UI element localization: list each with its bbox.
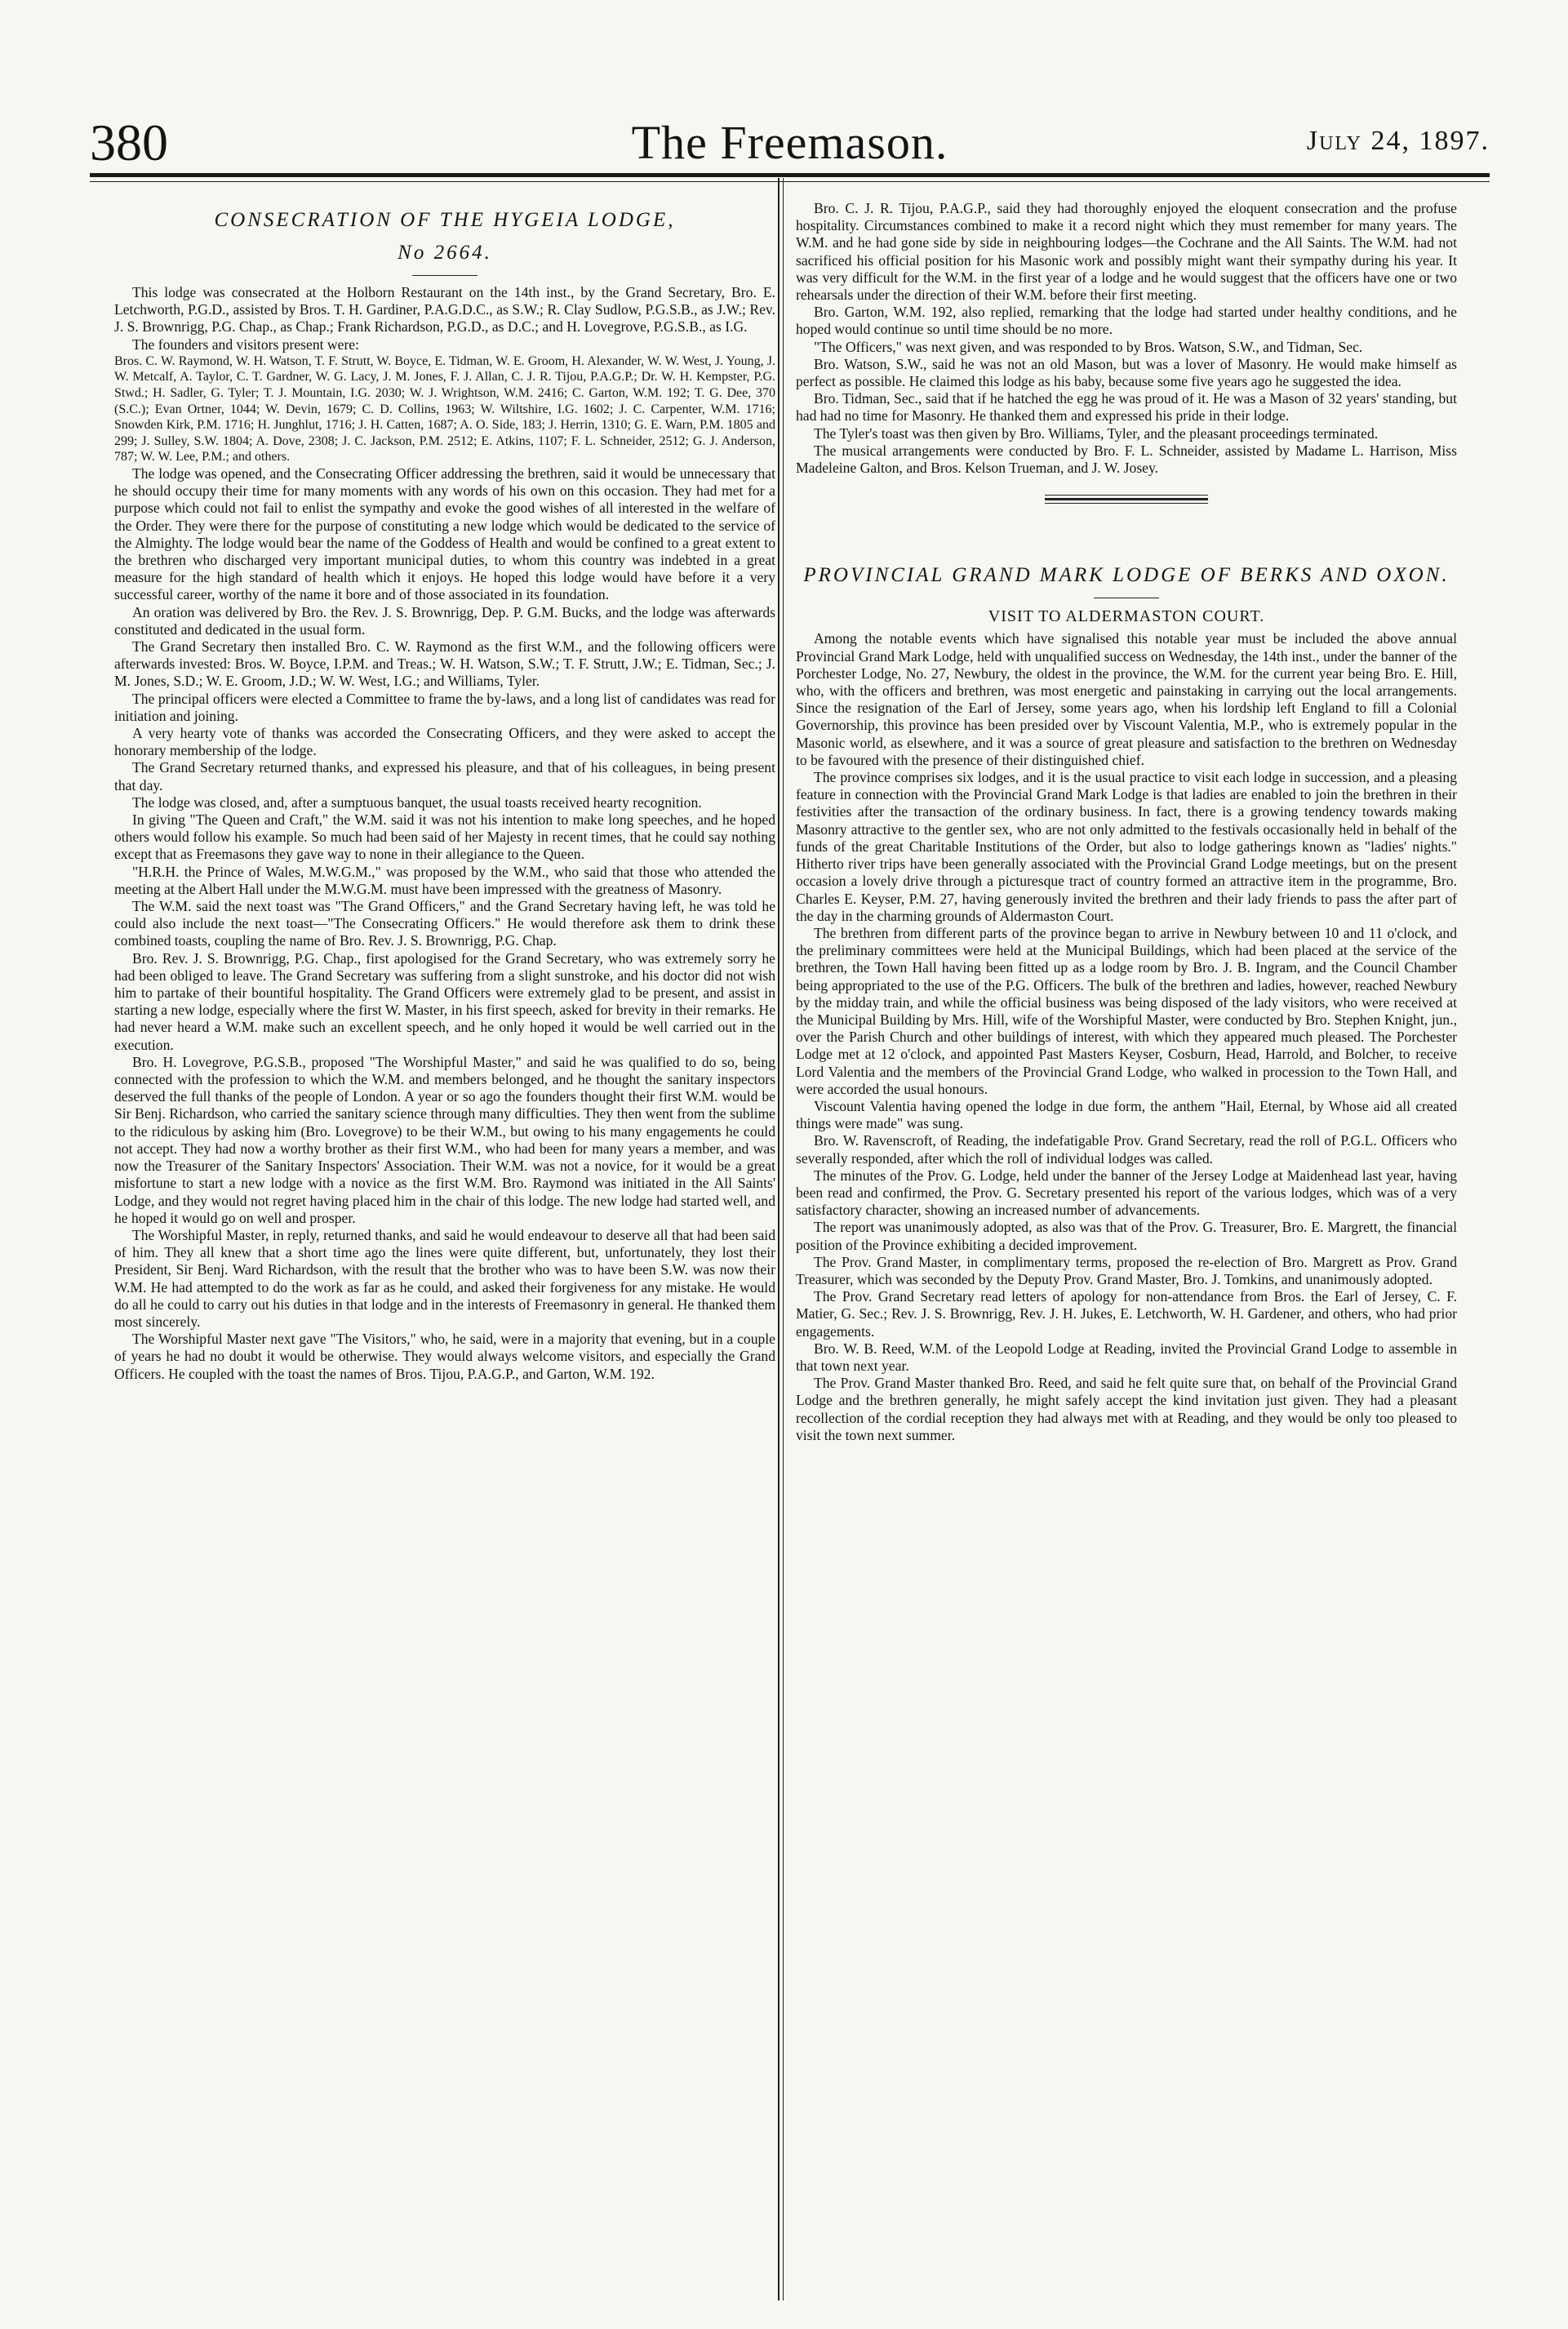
- paragraph: Bro. Rev. J. S. Brownrigg, P.G. Chap., first apologised for the Grand Secretary, who was extremely sorry he had been obliged to leave. The Grand Secretary was suffering from a slight sunstroke, and his doctor did not wish him to partake of their bountiful hospitality. The Grand Officers were extremely glad to be present, and assist in starting a new lodge, especially where the first W. Master, in his first speech, asked for brevity in their remarks. He had never heard a W.M. make such an excellent speech, and he only hoped it would be well carried out in the execution.: [114, 949, 775, 1053]
- paragraph: The minutes of the Prov. G. Lodge, held under the banner of the Jersey Lodge at Maidenhead last year, having been read and confirmed, the Prov. G. Secretary presented his report of the various lodges, which was of a very satisfactory character, showing an increased number of advancements.: [796, 1167, 1457, 1219]
- section-end-rules: [1045, 495, 1208, 504]
- paragraph: The founders and visitors present were:: [132, 336, 359, 353]
- column-divider: [778, 178, 780, 2300]
- paragraph: The report was unanimously adopted, as also was that of the Prov. G. Treasurer, Bro. E. Margrett, the financial position of the Province exhibiting a decided improvement.: [796, 1219, 1457, 1253]
- paragraph: The Prov. Grand Master, in complimentary terms, proposed the re-election of Bro. Margrett as Prov. Grand Treasurer, which was seconded by the Deputy Prov. Grand Master, Bro. J. Tomkins, and unanimously adopted.: [796, 1253, 1457, 1287]
- paragraph: Bro. W. Ravenscroft, of Reading, the indefatigable Prov. Grand Secretary, read the roll of P.G.L. Officers who severally responded, after which the roll of individual lodges was called.: [796, 1132, 1457, 1167]
- paragraph: A very hearty vote of thanks was accorded the Consecrating Officers, and they were asked to accept the honorary membership of the lodge.: [114, 725, 775, 759]
- paragraph: The Prov. Grand Master thanked Bro. Reed, and said he felt quite sure that, on behalf of the Provincial Grand Lodge and the brethren generally, he might safely accept the kind invitation just given. They had a pleasant recollection of the cordial reception they had always met with at Reading, and they would be only too pleased to visit the town next summer.: [796, 1375, 1457, 1443]
- founders-list: Bros. C. W. Raymond, W. H. Watson, T. F. Strutt, W. Boyce, E. Tidman, W. E. Groom, H. Alexander, W. W. West, J. Young, J. W. Metcalf, A. Taylor, C. T. Gardner, W. G. Lacy, J. M. Jones, F. J. Allan, C. J. R. Tijou, P.A.G.P.; Dr. W. H. Kempster, P.G. Stwd.; H. Sadler, G. Tyler; T. J. Mountain, I.G. 2030; W. J. Wrightson, W.M. 2416; C. Garton, W.M. 192; T. G. Dee, 370 (S.C.); Evan Ortner, 1044; W. Devin, 1679; C. D. Collins, 1963; W. Wiltshire, I.G. 1602; J. C. Carpenter, W.M. 1716; Snowden Kirk, P.M. 1716; H. Junghlut, 1716; J. H. Catten, 1687; A. O. Side, 183; J. Herrin, 1310; G. E. Warn, P.M. 1805 and 299; J. Sulley, S.W. 1804; A. Dove, 2308; J. C. Jackson, P.M. 2512; E. Atkins, 1107; F. L. Schneider, 2512; G. J. Anderson, 787; W. W. Lee, P.M.; and others.: [114, 353, 775, 464]
- paragraph: Bro. Tidman, Sec., said that if he hatched the egg he was proud of it. He was a Mason of 32 years' standing, but had had no time for Masonry. He thanked them and expressed his pride in their lodge.: [796, 390, 1457, 424]
- paragraph: An oration was delivered by Bro. the Rev. J. S. Brownrigg, Dep. P. G.M. Bucks, and the lodge was afterwards constituted and dedicated in the usual form.: [114, 603, 775, 638]
- paragraph: Bro. Watson, S.W., said he was not an old Mason, but was a lover of Masonry. He would make himself as perfect as possible. He claimed this lodge as his baby, because some five years ago he suggested the idea.: [796, 355, 1457, 390]
- masthead-rule: [90, 173, 1490, 177]
- paragraph: The Worshipful Master, in reply, returned thanks, and said he would endeavour to deserve all that had been said of him. They all knew that a short time ago the lines were quite different, but, unfortunately, they lost their President, Sir Benj. Ward Richardson, with the result that the brother who was to have been S.W. was now their W.M. He had attempted to do the work as far as he could, and asked their forgiveness for any mistake. He would do all he could to carry out his duties in that lodge and in the interests of Freemasonry in general. He thanked them most sincerely.: [114, 1226, 775, 1330]
- paragraph: In giving "The Queen and Craft," the W.M. said it was not his intention to make long speeches, and he hoped others would follow his example. So much had been said of her Majesty in recent times, that he could say nothing except that as Freemasons they gave way to none in their allegiance to the Queen.: [114, 811, 775, 863]
- paragraph: "The Officers," was next given, and was responded to by Bros. Watson, S.W., and Tidman, Sec.: [814, 338, 1363, 355]
- short-rule: [412, 275, 478, 276]
- paragraph: Among the notable events which have signalised this notable year must be included the above annual Provincial Grand Mark Lodge, held with unqualified success on Wednesday, the 14th inst., under the banner of the Porchester Lodge, No. 27, Newbury, the oldest in the province, the W.M. for the current year being Bro. E. Hill, who, with the officers and brethren, was most energetic and painstaking in carrying out the local arrangements. Since the resignation of the Earl of Jersey, some years ago, when his lordship left England to fill a Colonial Governorship, this province has been presided over by Viscount Valentia, M.P., who is extremely popular in the Masonic world, as elsewhere, and it was a source of great pleasure and satisfaction to the brethren on Wednesday to be favoured with the presence of their distinguished chief.: [796, 630, 1457, 768]
- paragraph: Bro. W. B. Reed, W.M. of the Leopold Lodge at Reading, invited the Provincial Grand Lodge to assemble in that town next year.: [796, 1340, 1457, 1374]
- column-divider-thin: [783, 178, 784, 2300]
- paragraph: The Worshipful Master next gave "The Visitors," who, he said, were in a majority that evening, but in a couple of years he had no doubt it would be otherwise. They would always welcome visitors, and especially the Grand Officers. He coupled with the toast the names of Bros. Tijou, P.A.G.P., and Garton, W.M. 192.: [114, 1331, 775, 1382]
- masthead-rule-thin: [90, 181, 1490, 182]
- article-heading-hygeia: CONSECRATION OF THE HYGEIA LODGE,: [214, 209, 676, 231]
- paragraph: Bro. H. Lovegrove, P.G.S.B., proposed "The Worshipful Master," and said he was qualified to do so, being connected with the profession to which the W.M. and members belonged, and he thought the sanitary inspectors deserved the full thanks of the people of London. A year or so ago the founders thought their first W.M. would be Sir Benj. Richardson, who carried the sanitary science through many difficulties. They then went from the sublime to the ridiculous by asking him (Bro. Lovegrove) to be their W.M., but owing to his many engagements he could not accept. They had now a worthy brother as their first W.M., who had been for many years a member, and was now the Treasurer of the Sanitary Inspectors' Association. Their W.M. was not a novice, for it would be a great misfortune to start a new lodge with a novice as the first W.M. Bro. Raymond was initiated in the All Saints' Lodge, and they would not regret having placed him in the chair of this lodge. The new lodge had started well, and he hoped it would go on well and prosper.: [114, 1053, 775, 1226]
- newspaper-title: The Freemason.: [631, 116, 948, 169]
- paragraph: The lodge was closed, and, after a sumptuous banquet, the usual toasts received hearty recognition.: [132, 793, 702, 811]
- page-number: 380: [90, 113, 168, 171]
- article-subheading: VISIT TO ALDERMASTON COURT.: [988, 607, 1265, 626]
- paragraph: The lodge was opened, and the Consecrating Officer addressing the brethren, said it would be unnecessary that he should occupy their time for many moments with any words of his own on this occasion. They had met for a purpose which could not fail to enlist the sympathy and evoke the good wishes of all interested in the welfare of the Order. They were there for the purpose of constituting a new lodge which would be dedicated to the service of the Almighty. The lodge would bear the name of the Goddess of Health and would be confined to a great extent to the brethren who discharged very important municipal duties, to whom this country was indebted in a great measure for the high standard of health which it enjoys. He hoped this lodge would have before it a very successful career, worthy of the name it bore and of those associated in its foundation.: [114, 464, 775, 603]
- masthead: [90, 114, 1490, 171]
- paragraph: The Grand Secretary returned thanks, and expressed his pleasure, and that of his colleagues, in being present that day.: [114, 759, 775, 793]
- paragraph: The Tyler's toast was then given by Bro. Williams, Tyler, and the pleasant proceedings terminated.: [814, 424, 1379, 442]
- paragraph: Bro. Garton, W.M. 192, also replied, remarking that the lodge had started under healthy conditions, and he hoped would continue so until time should be no more.: [796, 304, 1457, 338]
- paragraph: Bro. C. J. R. Tijou, P.A.G.P., said they had thoroughly enjoyed the eloquent consecration and the profuse hospitality. Circumstances combined to make it a record night which they must remember for many years. The W.M. and he had gone side by side in neighbouring lodges—the Cochrane and the All Saints. The W.M. had not sacrificed his official position for his Masonic work and possibly might want their sympathy during his year. It was very difficult for the W.M. in the first year of a lodge and he would suggest that the officers have one or two rehearsals under the direction of their W.M. before their first meeting.: [796, 200, 1457, 304]
- left-column: [114, 200, 775, 2314]
- right-column: [796, 200, 1457, 2314]
- paragraph: The musical arrangements were conducted by Bro. F. L. Schneider, assisted by Madame L. Harrison, Miss Madeleine Galton, and Bros. Kelson Trueman, and J. W. Josey.: [796, 442, 1457, 477]
- paragraph: The Grand Secretary then installed Bro. C. W. Raymond as the first W.M., and the following officers were afterwards invested: Bros. W. Boyce, I.P.M. and Treas.; W. H. Watson, S.W.; T. F. Strutt, J.W.; E. Tidman, Sec.; J. M. Jones, S.D.; W. E. Groom, J.D.; W. W. West, I.G.; and Williams, Tyler.: [114, 638, 775, 690]
- article-heading-provincial: PROVINCIAL GRAND MARK LODGE OF BERKS AND OXON.: [803, 564, 1450, 587]
- paragraph: Viscount Valentia having opened the lodge in due form, the anthem "Hail, Eternal, by Whose aid all created things were made" was sung.: [796, 1097, 1457, 1132]
- paragraph: This lodge was consecrated at the Holborn Restaurant on the 14th inst., by the Grand Secretary, Bro. E. Letchworth, P.G.D., assisted by Bros. T. H. Gardiner, P.A.G.D.C., as S.W.; R. Clay Sudlow, P.G.S.B., as J.W.; Rev. J. S. Brownrigg, P.G. Chap., as Chap.; Frank Richardson, P.G.D., as D.C.; and H. Lovegrove, P.G.S.B., as I.G.: [114, 284, 775, 336]
- paragraph: The Prov. Grand Secretary read letters of apology for non-attendance from Bros. the Earl of Jersey, C. F. Matier, G. Sec.; Rev. J. S. Brownrigg, Rev. J. H. Jukes, E. Letchworth, W. H. Gardener, and others, who had prior engagements.: [796, 1288, 1457, 1340]
- paragraph: The principal officers were elected a Committee to frame the by-laws, and a long list of candidates was read for initiation and joining.: [114, 690, 775, 724]
- paragraph: The province comprises six lodges, and it is the usual practice to visit each lodge in succession, and a pleasing feature in connection with the Provincial Grand Mark Lodge is that ladies are enabled to join the brethren in their festivities after the transaction of the ordinary business. In fact, there is a growing tendency towards making Masonry attractive to the gentler sex, who are not only admitted to the festivals occasionally held in behalf of the funds of the great Charitable Institutions of the Order, but also to lodge gatherings known as "ladies' nights." Hitherto river trips have been generally associated with the Provincial Grand Lodge meetings, but on the present occasion a lovely drive through a picturesque tract of country formed an attractive item in the programme, Bro. Charles E. Keyser, P.M. 27, having generously invited the brethren and their lady friends to pass the after part of the day in the charming grounds of Aldermaston Court.: [796, 769, 1457, 924]
- paragraph: The W.M. said the next toast was "The Grand Officers," and the Grand Secretary having left, he was told he could also include the next toast—"The Consecrating Officers." He would therefore ask them to drink these combined toasts, coupling the name of Bro. Rev. J. S. Brownrigg, P.G. Chap.: [114, 898, 775, 949]
- paragraph: The brethren from different parts of the province began to arrive in Newbury between 10 and 11 o'clock, and the preliminary committees were held at the Municipal Buildings, which had been placed at the service of the brethren, the Town Hall having been fitted up as a lodge room by Bro. J. B. Ingram, and the Council Chamber being appropriated to the use of the P.G. Officers. The bulk of the brethren and ladies, however, reached Newbury by the midday train, and while the official business was being disposed of the lady visitors, who were received at the Municipal Building by Mrs. Hill, wife of the Worshipful Master, were conducted by Bro. Stephen Knight, jun., over the Parish Church and other buildings of interest, with which they appeared much pleased. The Porchester Lodge met at 12 o'clock, and appointed Past Masters Keyser, Cosburn, Head, Harrold, and Bolcher, to receive Lord Valentia and the members of the Provincial Grand Lodge, who walked in procession to the Town Hall, and were accorded the usual honours.: [796, 924, 1457, 1097]
- issue-date: July 24, 1897.: [1306, 126, 1490, 156]
- article-heading-number: No 2664.: [398, 242, 492, 264]
- paragraph: "H.R.H. the Prince of Wales, M.W.G.M.," was proposed by the W.M., who said that those who attended the meeting at the Albert Hall under the M.W.G.M. must have been impressed with the greatness of Masonry.: [114, 863, 775, 897]
